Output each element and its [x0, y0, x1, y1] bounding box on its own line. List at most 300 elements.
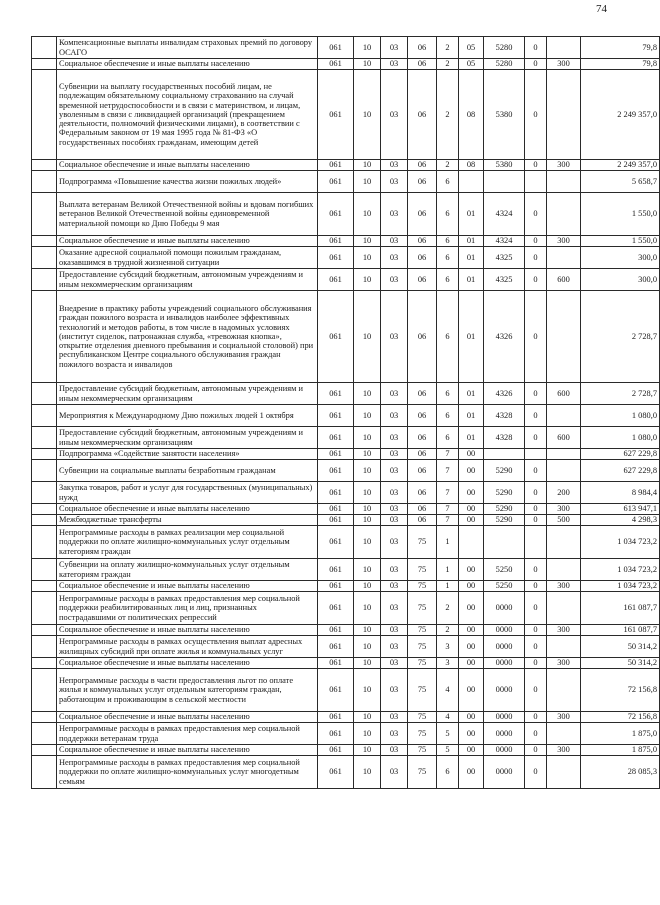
subprogram-code-cell: 3 — [437, 658, 459, 669]
direction-code-cell: 4328 — [484, 405, 525, 427]
main-event-code-cell: 00 — [459, 559, 484, 581]
direction-code-cell: 0000 — [484, 658, 525, 669]
program-code-cell: 06 — [408, 269, 437, 291]
row-marker-cell — [32, 482, 57, 504]
direction-code-cell: 0000 — [484, 592, 525, 625]
direction-code-cell: 5280 — [484, 37, 525, 59]
row-marker-cell — [32, 160, 57, 171]
row-name-cell: Непрограммные расходы в рамках реализации мер социальной поддержки по оплате жилищно-коммунальных услуг отдельным категориям граждан — [57, 526, 318, 559]
row-marker-cell — [32, 236, 57, 247]
program-code-cell: 75 — [408, 526, 437, 559]
table-row — [32, 756, 660, 789]
table-row — [32, 247, 660, 269]
table-row — [32, 37, 660, 59]
section-code-cell: 10 — [354, 625, 381, 636]
row-name-cell: Предоставление субсидий бюджетным, автономным учреждениям и иным некоммерческим организациям — [57, 383, 318, 405]
subsection-code-cell: 03 — [381, 723, 408, 745]
subsection-code-cell: 03 — [381, 160, 408, 171]
subprogram-code-cell: 6 — [437, 247, 459, 269]
main-event-code-cell: 00 — [459, 669, 484, 712]
direction-code-cell: 5290 — [484, 460, 525, 482]
program-code-cell: 06 — [408, 171, 437, 193]
sub-direction-code-cell: 0 — [525, 745, 547, 756]
table-row — [32, 269, 660, 291]
subprogram-code-cell: 7 — [437, 482, 459, 504]
main-event-code-cell: 01 — [459, 247, 484, 269]
subsection-code-cell: 03 — [381, 59, 408, 70]
row-marker-cell — [32, 581, 57, 592]
amount-cell: 5 658,7 — [581, 171, 660, 193]
sub-direction-code-cell: 0 — [525, 482, 547, 504]
amount-cell: 300,0 — [581, 269, 660, 291]
table-row — [32, 383, 660, 405]
subsection-code-cell: 03 — [381, 658, 408, 669]
row-name-cell: Непрограммные расходы в рамках предоставления мер социальной поддержки по оплате жилищно-коммунальных услуг многодетным семьям — [57, 756, 318, 789]
subprogram-code-cell: 2 — [437, 625, 459, 636]
subsection-code-cell: 03 — [381, 269, 408, 291]
subsection-code-cell: 03 — [381, 383, 408, 405]
table-row — [32, 59, 660, 70]
row-marker-cell — [32, 291, 57, 383]
row-marker-cell — [32, 745, 57, 756]
ministry-code-cell: 061 — [318, 745, 354, 756]
program-code-cell: 06 — [408, 160, 437, 171]
program-code-cell: 06 — [408, 449, 437, 460]
row-marker-cell — [32, 658, 57, 669]
subprogram-code-cell: 6 — [437, 405, 459, 427]
table-row — [32, 482, 660, 504]
sub-direction-code-cell: 0 — [525, 383, 547, 405]
main-event-code-cell: 00 — [459, 636, 484, 658]
main-event-code-cell: 00 — [459, 712, 484, 723]
sub-direction-code-cell: 0 — [525, 193, 547, 236]
direction-code-cell — [484, 171, 525, 193]
main-event-code-cell: 00 — [459, 515, 484, 526]
amount-cell: 1 080,0 — [581, 427, 660, 449]
main-event-code-cell: 00 — [459, 504, 484, 515]
sub-direction-code-cell: 0 — [525, 625, 547, 636]
expense-type-code-cell — [547, 291, 581, 383]
row-name-cell: Социальное обеспечение и иные выплаты населению — [57, 59, 318, 70]
subsection-code-cell: 03 — [381, 405, 408, 427]
ministry-code-cell: 061 — [318, 625, 354, 636]
subsection-code-cell: 03 — [381, 712, 408, 723]
program-code-cell: 06 — [408, 460, 437, 482]
sub-direction-code-cell: 0 — [525, 658, 547, 669]
section-code-cell: 10 — [354, 581, 381, 592]
ministry-code-cell: 061 — [318, 559, 354, 581]
row-marker-cell — [32, 59, 57, 70]
section-code-cell: 10 — [354, 460, 381, 482]
row-name-cell: Подпрограмма «Повышение качества жизни пожилых людей» — [57, 171, 318, 193]
expense-type-code-cell — [547, 37, 581, 59]
ministry-code-cell: 061 — [318, 383, 354, 405]
main-event-code-cell: 08 — [459, 160, 484, 171]
ministry-code-cell: 061 — [318, 460, 354, 482]
subprogram-code-cell: 1 — [437, 559, 459, 581]
subsection-code-cell: 03 — [381, 625, 408, 636]
sub-direction-code-cell: 0 — [525, 592, 547, 625]
table-row — [32, 712, 660, 723]
ministry-code-cell: 061 — [318, 37, 354, 59]
amount-cell: 1 034 723,2 — [581, 559, 660, 581]
amount-cell: 161 087,7 — [581, 592, 660, 625]
expense-type-code-cell — [547, 449, 581, 460]
sub-direction-code-cell: 0 — [525, 247, 547, 269]
amount-cell: 627 229,8 — [581, 460, 660, 482]
row-name-cell: Субвенции на социальные выплаты безработным гражданам — [57, 460, 318, 482]
row-name-cell: Социальное обеспечение и иные выплаты населению — [57, 658, 318, 669]
expense-type-code-cell: 300 — [547, 160, 581, 171]
section-code-cell: 10 — [354, 291, 381, 383]
program-code-cell: 75 — [408, 756, 437, 789]
row-name-cell: Социальное обеспечение и иные выплаты населению — [57, 625, 318, 636]
direction-code-cell: 5290 — [484, 504, 525, 515]
subsection-code-cell: 03 — [381, 482, 408, 504]
table-row — [32, 625, 660, 636]
amount-cell: 627 229,8 — [581, 449, 660, 460]
expense-type-code-cell: 300 — [547, 745, 581, 756]
direction-code-cell: 4328 — [484, 427, 525, 449]
expense-type-code-cell: 200 — [547, 482, 581, 504]
amount-cell: 1 875,0 — [581, 723, 660, 745]
main-event-code-cell: 01 — [459, 383, 484, 405]
row-marker-cell — [32, 247, 57, 269]
row-name-cell: Непрограммные расходы в рамках предоставления мер социальной поддержки реабилитированных лиц и лиц, признанных пострадавшими от политических репрессий — [57, 592, 318, 625]
program-code-cell: 06 — [408, 70, 437, 160]
row-name-cell: Социальное обеспечение и иные выплаты населению — [57, 712, 318, 723]
amount-cell: 2 249 357,0 — [581, 160, 660, 171]
program-code-cell: 06 — [408, 247, 437, 269]
expense-type-code-cell — [547, 756, 581, 789]
sub-direction-code-cell — [525, 526, 547, 559]
row-name-cell: Закупка товаров, работ и услуг для государственных (муниципальных) нужд — [57, 482, 318, 504]
row-marker-cell — [32, 515, 57, 526]
row-name-cell: Непрограммные расходы в рамках осуществления выплат адресных жилищных субсидий при оплате жилья и коммунальных услуг — [57, 636, 318, 658]
program-code-cell: 06 — [408, 482, 437, 504]
sub-direction-code-cell — [525, 171, 547, 193]
subsection-code-cell: 03 — [381, 745, 408, 756]
program-code-cell: 06 — [408, 383, 437, 405]
row-marker-cell — [32, 427, 57, 449]
ministry-code-cell: 061 — [318, 449, 354, 460]
section-code-cell: 10 — [354, 160, 381, 171]
main-event-code-cell: 00 — [459, 581, 484, 592]
ministry-code-cell: 061 — [318, 59, 354, 70]
table-row — [32, 449, 660, 460]
sub-direction-code-cell: 0 — [525, 723, 547, 745]
ministry-code-cell: 061 — [318, 193, 354, 236]
amount-cell: 1 875,0 — [581, 745, 660, 756]
ministry-code-cell: 061 — [318, 712, 354, 723]
row-name-cell: Субвенции на выплату государственных пособий лицам, не подлежащим обязательному социальному страхованию на случай временной нетрудоспособности и в связи с материнством, и лицам, уволенным в связи с ликвидацией организаций (прекращением деятельности, полномочий физическими лицами), в соответствии с Федеральным законом от 19 мая 1995 года № 81-ФЗ «О государственных пособиях гражданам, имеющим детей — [57, 70, 318, 160]
section-code-cell: 10 — [354, 269, 381, 291]
subprogram-code-cell: 6 — [437, 236, 459, 247]
subsection-code-cell: 03 — [381, 291, 408, 383]
subprogram-code-cell: 6 — [437, 427, 459, 449]
subsection-code-cell: 03 — [381, 756, 408, 789]
main-event-code-cell: 00 — [459, 625, 484, 636]
ministry-code-cell: 061 — [318, 658, 354, 669]
sub-direction-code-cell: 0 — [525, 269, 547, 291]
table-row — [32, 658, 660, 669]
sub-direction-code-cell: 0 — [525, 460, 547, 482]
amount-cell: 2 728,7 — [581, 383, 660, 405]
ministry-code-cell: 061 — [318, 247, 354, 269]
main-event-code-cell — [459, 526, 484, 559]
sub-direction-code-cell — [525, 449, 547, 460]
subprogram-code-cell: 1 — [437, 581, 459, 592]
subprogram-code-cell: 2 — [437, 59, 459, 70]
expense-type-code-cell: 300 — [547, 59, 581, 70]
subprogram-code-cell: 5 — [437, 723, 459, 745]
expense-type-code-cell: 500 — [547, 515, 581, 526]
amount-cell: 72 156,8 — [581, 669, 660, 712]
program-code-cell: 75 — [408, 745, 437, 756]
row-marker-cell — [32, 269, 57, 291]
sub-direction-code-cell: 0 — [525, 559, 547, 581]
program-code-cell: 75 — [408, 581, 437, 592]
section-code-cell: 10 — [354, 636, 381, 658]
subprogram-code-cell: 5 — [437, 745, 459, 756]
ministry-code-cell: 061 — [318, 427, 354, 449]
expense-type-code-cell — [547, 193, 581, 236]
section-code-cell: 10 — [354, 482, 381, 504]
sub-direction-code-cell: 0 — [525, 712, 547, 723]
subprogram-code-cell: 6 — [437, 291, 459, 383]
direction-code-cell: 5380 — [484, 160, 525, 171]
section-code-cell: 10 — [354, 504, 381, 515]
expense-type-code-cell — [547, 559, 581, 581]
row-marker-cell — [32, 592, 57, 625]
section-code-cell: 10 — [354, 193, 381, 236]
row-marker-cell — [32, 559, 57, 581]
section-code-cell: 10 — [354, 515, 381, 526]
sub-direction-code-cell: 0 — [525, 236, 547, 247]
program-code-cell: 06 — [408, 405, 437, 427]
amount-cell: 1 034 723,2 — [581, 581, 660, 592]
program-code-cell: 06 — [408, 236, 437, 247]
program-code-cell: 06 — [408, 515, 437, 526]
main-event-code-cell: 01 — [459, 269, 484, 291]
main-event-code-cell: 01 — [459, 427, 484, 449]
direction-code-cell: 4325 — [484, 247, 525, 269]
program-code-cell: 06 — [408, 193, 437, 236]
amount-cell: 161 087,7 — [581, 625, 660, 636]
direction-code-cell: 0000 — [484, 745, 525, 756]
main-event-code-cell: 00 — [459, 449, 484, 460]
amount-cell: 1 080,0 — [581, 405, 660, 427]
section-code-cell: 10 — [354, 236, 381, 247]
row-name-cell: Социальное обеспечение и иные выплаты населению — [57, 745, 318, 756]
main-event-code-cell: 00 — [459, 592, 484, 625]
row-name-cell: Подпрограмма «Содействие занятости населения» — [57, 449, 318, 460]
amount-cell: 2 728,7 — [581, 291, 660, 383]
row-marker-cell — [32, 504, 57, 515]
main-event-code-cell: 00 — [459, 723, 484, 745]
sub-direction-code-cell: 0 — [525, 160, 547, 171]
budget-table-body — [32, 37, 660, 789]
row-name-cell: Непрограммные расходы в рамках предоставления мер социальной поддержки ветеранам труда — [57, 723, 318, 745]
main-event-code-cell: 01 — [459, 193, 484, 236]
subsection-code-cell: 03 — [381, 636, 408, 658]
section-code-cell: 10 — [354, 383, 381, 405]
section-code-cell: 10 — [354, 756, 381, 789]
row-marker-cell — [32, 383, 57, 405]
row-marker-cell — [32, 756, 57, 789]
budget-table — [31, 36, 660, 789]
row-name-cell: Социальное обеспечение и иные выплаты населению — [57, 504, 318, 515]
table-row — [32, 669, 660, 712]
subsection-code-cell: 03 — [381, 504, 408, 515]
subsection-code-cell: 03 — [381, 70, 408, 160]
direction-code-cell: 0000 — [484, 636, 525, 658]
subsection-code-cell: 03 — [381, 236, 408, 247]
amount-cell: 28 085,3 — [581, 756, 660, 789]
direction-code-cell: 0000 — [484, 712, 525, 723]
table-row — [32, 559, 660, 581]
main-event-code-cell: 00 — [459, 745, 484, 756]
ministry-code-cell: 061 — [318, 592, 354, 625]
subprogram-code-cell: 7 — [437, 460, 459, 482]
section-code-cell: 10 — [354, 59, 381, 70]
expense-type-code-cell — [547, 70, 581, 160]
section-code-cell: 10 — [354, 171, 381, 193]
direction-code-cell: 5290 — [484, 515, 525, 526]
ministry-code-cell: 061 — [318, 504, 354, 515]
subprogram-code-cell: 6 — [437, 756, 459, 789]
amount-cell: 79,8 — [581, 37, 660, 59]
subsection-code-cell: 03 — [381, 581, 408, 592]
ministry-code-cell: 061 — [318, 636, 354, 658]
expense-type-code-cell: 300 — [547, 581, 581, 592]
table-row — [32, 291, 660, 383]
sub-direction-code-cell: 0 — [525, 515, 547, 526]
ministry-code-cell: 061 — [318, 291, 354, 383]
program-code-cell: 06 — [408, 291, 437, 383]
subsection-code-cell: 03 — [381, 37, 408, 59]
table-row — [32, 745, 660, 756]
direction-code-cell: 5250 — [484, 559, 525, 581]
amount-cell: 613 947,1 — [581, 504, 660, 515]
subprogram-code-cell: 6 — [437, 383, 459, 405]
row-name-cell: Социальное обеспечение и иные выплаты населению — [57, 236, 318, 247]
direction-code-cell: 5290 — [484, 482, 525, 504]
main-event-code-cell: 05 — [459, 59, 484, 70]
amount-cell: 8 984,4 — [581, 482, 660, 504]
program-code-cell: 75 — [408, 636, 437, 658]
subprogram-code-cell: 7 — [437, 449, 459, 460]
row-marker-cell — [32, 669, 57, 712]
row-name-cell: Социальное обеспечение и иные выплаты населению — [57, 160, 318, 171]
main-event-code-cell: 01 — [459, 405, 484, 427]
direction-code-cell: 4324 — [484, 193, 525, 236]
table-row — [32, 236, 660, 247]
program-code-cell: 75 — [408, 625, 437, 636]
program-code-cell: 75 — [408, 559, 437, 581]
amount-cell: 1 550,0 — [581, 236, 660, 247]
section-code-cell: 10 — [354, 669, 381, 712]
row-name-cell: Оказание адресной социальной помощи пожилым гражданам, оказавшимся в трудной жизненной ситуации — [57, 247, 318, 269]
direction-code-cell: 4326 — [484, 383, 525, 405]
subsection-code-cell: 03 — [381, 515, 408, 526]
row-marker-cell — [32, 405, 57, 427]
main-event-code-cell — [459, 171, 484, 193]
expense-type-code-cell: 600 — [547, 269, 581, 291]
sub-direction-code-cell: 0 — [525, 59, 547, 70]
sub-direction-code-cell: 0 — [525, 636, 547, 658]
direction-code-cell: 4324 — [484, 236, 525, 247]
program-code-cell: 75 — [408, 658, 437, 669]
subsection-code-cell: 03 — [381, 559, 408, 581]
section-code-cell: 10 — [354, 745, 381, 756]
row-name-cell: Социальное обеспечение и иные выплаты населению — [57, 581, 318, 592]
subprogram-code-cell: 2 — [437, 592, 459, 625]
sub-direction-code-cell: 0 — [525, 405, 547, 427]
row-name-cell: Межбюджетные трансферты — [57, 515, 318, 526]
section-code-cell: 10 — [354, 526, 381, 559]
expense-type-code-cell — [547, 247, 581, 269]
table-row — [32, 581, 660, 592]
subsection-code-cell: 03 — [381, 449, 408, 460]
section-code-cell: 10 — [354, 723, 381, 745]
ministry-code-cell: 061 — [318, 515, 354, 526]
subprogram-code-cell: 6 — [437, 193, 459, 236]
row-name-cell: Непрограммные расходы в части предоставления льгот по оплате жилья и коммунальных услуг отдельным категориям граждан, работающим и проживающим в сельской местности — [57, 669, 318, 712]
sub-direction-code-cell: 0 — [525, 70, 547, 160]
sub-direction-code-cell: 0 — [525, 756, 547, 789]
section-code-cell: 10 — [354, 70, 381, 160]
program-code-cell: 06 — [408, 37, 437, 59]
subprogram-code-cell: 4 — [437, 712, 459, 723]
subprogram-code-cell: 6 — [437, 269, 459, 291]
expense-type-code-cell — [547, 526, 581, 559]
program-code-cell: 75 — [408, 669, 437, 712]
ministry-code-cell: 061 — [318, 70, 354, 160]
expense-type-code-cell — [547, 636, 581, 658]
ministry-code-cell: 061 — [318, 269, 354, 291]
row-marker-cell — [32, 449, 57, 460]
row-marker-cell — [32, 625, 57, 636]
main-event-code-cell: 00 — [459, 482, 484, 504]
row-marker-cell — [32, 526, 57, 559]
main-event-code-cell: 05 — [459, 37, 484, 59]
expense-type-code-cell: 300 — [547, 625, 581, 636]
section-code-cell: 10 — [354, 405, 381, 427]
table-row — [32, 70, 660, 160]
direction-code-cell: 0000 — [484, 756, 525, 789]
ministry-code-cell: 061 — [318, 669, 354, 712]
table-row — [32, 526, 660, 559]
section-code-cell: 10 — [354, 427, 381, 449]
expense-type-code-cell: 300 — [547, 236, 581, 247]
ministry-code-cell: 061 — [318, 171, 354, 193]
direction-code-cell: 0000 — [484, 625, 525, 636]
table-row — [32, 460, 660, 482]
row-marker-cell — [32, 712, 57, 723]
sub-direction-code-cell: 0 — [525, 37, 547, 59]
ministry-code-cell: 061 — [318, 756, 354, 789]
subsection-code-cell: 03 — [381, 193, 408, 236]
sub-direction-code-cell: 0 — [525, 504, 547, 515]
program-code-cell: 06 — [408, 59, 437, 70]
sub-direction-code-cell: 0 — [525, 669, 547, 712]
subprogram-code-cell: 2 — [437, 70, 459, 160]
program-code-cell: 06 — [408, 427, 437, 449]
row-name-cell: Внедрение в практику работы учреждений социального обслуживания граждан пожилого возраста и инвалидов наиболее эффективных технологий и методов работы, в том числе в надомных условиях (институт сиделок, патронажная служба, «тревожная кнопка», открытие отделения дневного пребывания и социальной столовой) при республиканском Центре социального обслуживания граждан пожилого возраста и инвалидов — [57, 291, 318, 383]
row-marker-cell — [32, 723, 57, 745]
section-code-cell: 10 — [354, 449, 381, 460]
